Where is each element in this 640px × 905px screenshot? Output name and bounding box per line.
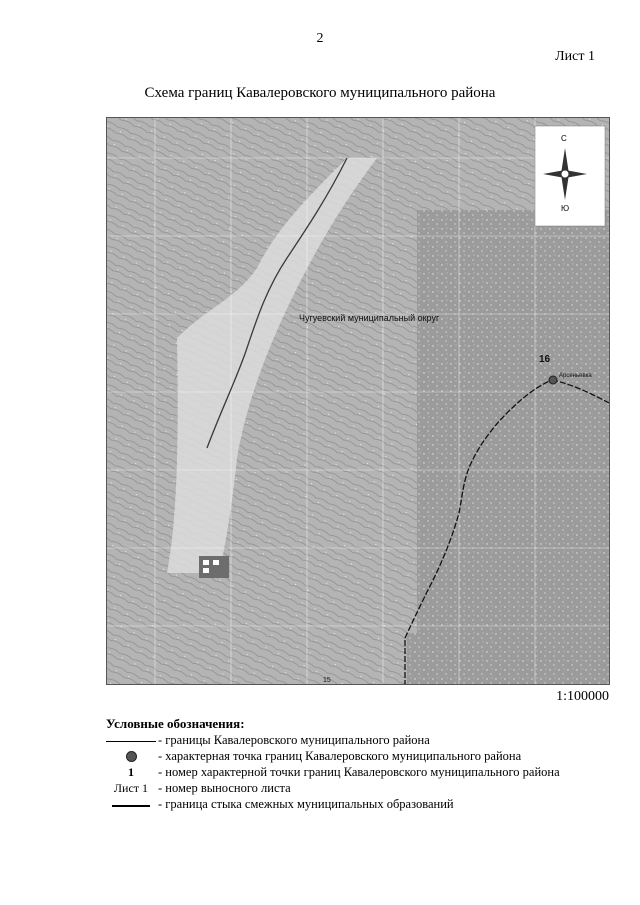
legend-item-junction — [106, 797, 626, 813]
legend-line-symbol — [106, 733, 156, 749]
map-title: Схема границ Кавалеровского муниципального района — [144, 85, 496, 101]
legend-text: - характерная точка границ Кавалеровского муниципального района — [158, 749, 522, 763]
legend-text: - номер выносного листа — [158, 781, 291, 795]
compass-south: Ю — [561, 204, 570, 213]
legend-text: - границы Кавалеровского муниципального района — [158, 733, 430, 747]
sheet-label: Лист 1 — [555, 49, 595, 64]
map-scale: 1:100000 — [556, 689, 609, 704]
map-frame[interactable] — [106, 117, 610, 685]
legend-number-symbol: 1 — [128, 765, 134, 779]
legend-text: - граница стыка смежных муниципальных образований — [158, 797, 454, 811]
legend-dot-symbol — [106, 749, 156, 765]
legend-item-point-number — [106, 765, 626, 781]
boundary-point[interactable] — [549, 376, 557, 384]
legend-title: Условные обозначения: — [106, 716, 245, 731]
legend-item-sheet — [106, 781, 626, 797]
compass-rose — [535, 126, 605, 226]
town-block — [199, 556, 229, 578]
legend-thick-line-symbol — [106, 797, 156, 813]
page-number: 2 — [316, 31, 324, 46]
compass-north: С — [561, 134, 567, 143]
bottom-point-label: 15 — [323, 677, 331, 684]
topographic-map — [107, 118, 610, 685]
legend-sheet-symbol: Лист 1 — [113, 781, 149, 795]
legend-text: - номер характерной точки границ Кавалеровского муниципального района — [158, 765, 560, 779]
legend-item-boundary — [106, 733, 626, 749]
legend-item-point — [106, 749, 626, 765]
district-label: Чугуевский муниципальный округ — [299, 313, 440, 323]
point-number-label: 16 — [539, 354, 551, 365]
settlement-label: Арсеньевка — [559, 373, 592, 379]
neighbour-district-area — [407, 210, 610, 685]
